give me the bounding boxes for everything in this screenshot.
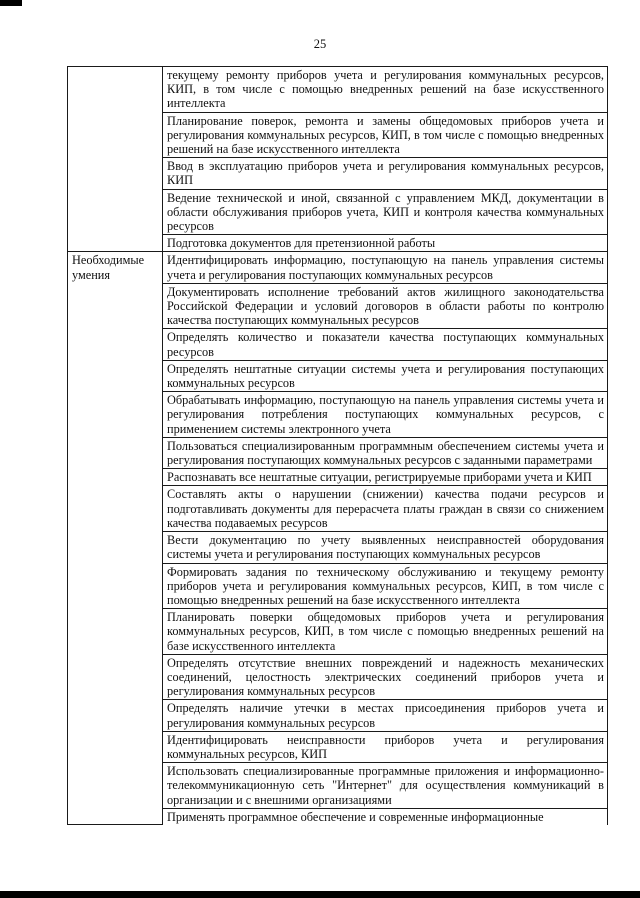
- scan-corner-mark: [0, 0, 22, 6]
- table-row: [68, 67, 608, 113]
- table-cell: Использовать специализированные программные приложения и информационно-телекоммуникационную сеть "Интернет" для осуществления коммуникаций в организации и с внешними организациями: [163, 763, 608, 809]
- row-label-empty: [68, 67, 163, 252]
- table-cell: Пользоваться специализированным программным обеспечением системы учета и регулирования поступающих коммунальных ресурсов с заданными параметрами: [163, 437, 608, 468]
- table-cell-cut: Применять программное обеспечение и современные информационные: [163, 808, 608, 825]
- table-cell: текущему ремонту приборов учета и регулирования коммунальных ресурсов, КИП, в том числе с помощью внедренных решений на базе искусственного интеллекта: [163, 67, 608, 113]
- table-row: [68, 252, 608, 283]
- requirements-table: [67, 66, 608, 825]
- table-cell: Определять наличие утечки в местах присоединения приборов учета и регулирования коммунальных ресурсов: [163, 700, 608, 731]
- table-cell: Идентифицировать неисправности приборов учета и регулирования коммунальных ресурсов, КИП: [163, 731, 608, 762]
- row-label-skills: Необходимые умения: [68, 252, 163, 825]
- table-cell: Распознавать все нештатные ситуации, регистрируемые приборами учета и КИП: [163, 469, 608, 486]
- table-cell: Планирование поверок, ремонта и замены общедомовых приборов учета и регулирования коммунальных ресурсов, КИП, в том числе с помощью внедренных решений на базе искусственного интеллекта: [163, 112, 608, 158]
- page-number: 25: [313, 37, 327, 51]
- table-cell: Ведение технической и иной, связанной с управлением МКД, документации в области обслуживания приборов учета, КИП и контроля качества коммунальных ресурсов: [163, 189, 608, 235]
- table-cell: Ввод в эксплуатацию приборов учета и регулирования коммунальных ресурсов, КИП: [163, 158, 608, 189]
- table-cell: Определять нештатные ситуации системы учета и регулирования поступающих коммунальных ресурсов: [163, 360, 608, 391]
- table-cell: Вести документацию по учету выявленных неисправностей оборудования системы учета и регулирования поступающих коммунальных ресурсов: [163, 532, 608, 563]
- table-cell: Составлять акты о нарушении (снижении) качества подачи ресурсов и подготавливать документы для перерасчета платы граждан в связи со снижением качества подаваемых ресурсов: [163, 486, 608, 532]
- table-cell: Идентифицировать информацию, поступающую на панель управления системы учета и регулирования поступающих коммунальных ресурсов: [163, 252, 608, 283]
- scan-bottom-edge: [0, 891, 640, 898]
- table-cell: Формировать задания по техническому обслуживанию и текущему ремонту приборов учета и регулирования коммунальных ресурсов, КИП, в том числе с помощью внедренных решений на базе искусственного интеллекта: [163, 563, 608, 609]
- table-cell: Определять количество и показатели качества поступающих коммунальных ресурсов: [163, 329, 608, 360]
- table-cell: Определять отсутствие внешних повреждений и надежность механических соединений, целостность электрических соединений приборов учета и регулирования коммунальных ресурсов: [163, 654, 608, 700]
- table-cell: Подготовка документов для претензионной работы: [163, 235, 608, 252]
- table-cell: Планировать поверки общедомовых приборов учета и регулирования коммунальных ресурсов, КИП, в том числе с помощью внедренных решений на базе искусственного интеллекта: [163, 609, 608, 655]
- table-cell: Обрабатывать информацию, поступающую на панель управления системы учета и регулирования потребления поступающих коммунальных ресурсов, с применением системы электронного учета: [163, 392, 608, 438]
- table-cell: Документировать исполнение требований актов жилищного законодательства Российской Федерации и условий договоров в области работы по контролю качества поступающих коммунальных ресурсов: [163, 283, 608, 329]
